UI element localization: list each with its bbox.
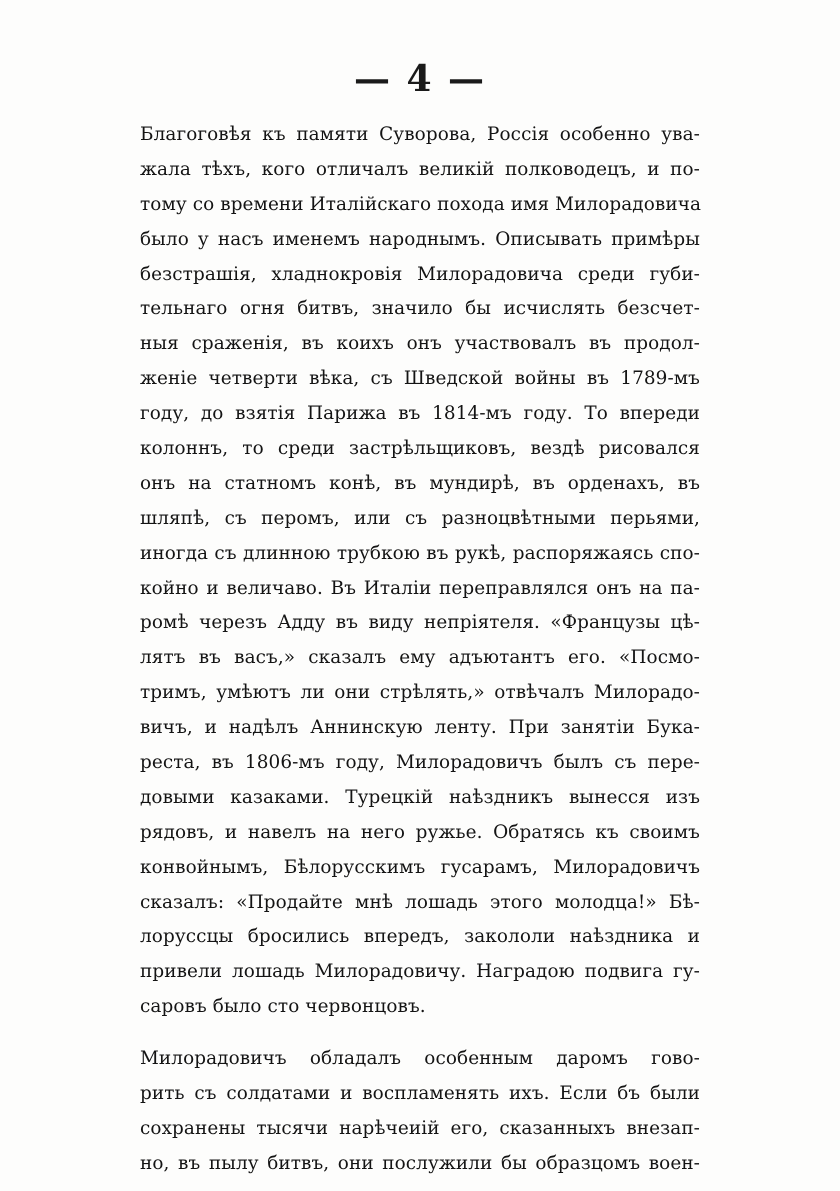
text-line: шляпѣ, съ перомъ, или съ разноцвѣтными перьями,	[140, 507, 700, 529]
text-line: довыми казаками. Турецкій наѣздникъ вынесся изъ	[140, 786, 700, 808]
text-line: рядовъ, и навелъ на него ружье. Обратясь къ своимъ	[140, 821, 700, 843]
text-line: конвойнымъ, Бѣлорусскимъ гусарамъ, Милорадовичъ	[140, 856, 700, 878]
text-line: колоннъ, то среди застрѣльщиковъ, вездѣ рисовался	[140, 438, 700, 460]
text-line: иногда съ длинною трубкою въ рукѣ, распоряжаясь спо-	[140, 542, 700, 564]
text-line: реста, въ 1806-мъ году, Милорадовичъ былъ съ пере-	[140, 752, 700, 774]
text-line: привели лошадь Милорадовичу. Наградою подвига гу-	[140, 961, 700, 983]
text-line: тримъ, умѣютъ ли они стрѣлять,» отвѣчалъ Милорадо-	[140, 682, 700, 704]
text-line: рить съ солдатами и воспламенять ихъ. Если бъ были	[140, 1083, 700, 1105]
text-line: сказалъ: «Продайте мнѣ лошадь этого молодца!» Бѣ-	[140, 891, 700, 913]
text-line: Милорадовичъ обладалъ особенным даромъ гово-	[140, 1048, 700, 1070]
text-line: саровъ было сто червонцовъ.	[140, 996, 426, 1018]
text-line: онъ на статномъ конѣ, въ мундирѣ, въ орденахъ, въ	[140, 472, 700, 494]
paragraph-1	[140, 118, 700, 1025]
text-line: тому со времени Италійскаго похода имя Милорадовича	[140, 193, 702, 215]
text-line: было у насъ именемъ народнымъ. Описывать примѣры	[140, 228, 700, 250]
text-line: тельнаго огня битвъ, значило бы исчислять безсчет-	[140, 298, 700, 320]
text-line: койно и величаво. Въ Италіи переправлялся онъ на па-	[140, 577, 700, 599]
text-line: женіе четверти вѣка, съ Шведской войны въ 1789-мъ	[140, 368, 700, 390]
text-line: сохранены тысячи нарѣчеиій его, сказанныхъ внезап-	[140, 1117, 700, 1139]
text-line: году, до взятія Парижа въ 1814-мъ году. То впереди	[140, 403, 700, 425]
text-line: но, въ пылу битвъ, они послужили бы образцомъ воен-	[140, 1152, 700, 1174]
text-line: вичъ, и надѣлъ Аннинскую ленту. При занятіи Бука-	[140, 717, 700, 739]
paragraph-2	[140, 1042, 700, 1182]
text-line: лятъ въ васъ,» сказалъ ему адъютантъ его. «Посмо-	[140, 647, 700, 669]
body-text	[140, 118, 700, 1182]
text-line: лоруссцы бросились впередъ, закололи наѣздника и	[140, 926, 700, 948]
text-line: ныя сраженія, въ коихъ онъ участвовалъ въ продол-	[140, 333, 700, 355]
text-line: ромѣ черезъ Адду въ виду непріятеля. «Французы цѣ-	[140, 612, 700, 634]
text-line: жала тѣхъ, кого отличалъ великій полководецъ, и по-	[140, 158, 700, 180]
text-line: Благоговѣя къ памяти Суворова, Россія особенно ува-	[140, 124, 700, 145]
text-line: безстрашія, хладнокровія Милорадовича среди губи-	[140, 263, 700, 285]
page-number: — 4 —	[353, 58, 487, 100]
